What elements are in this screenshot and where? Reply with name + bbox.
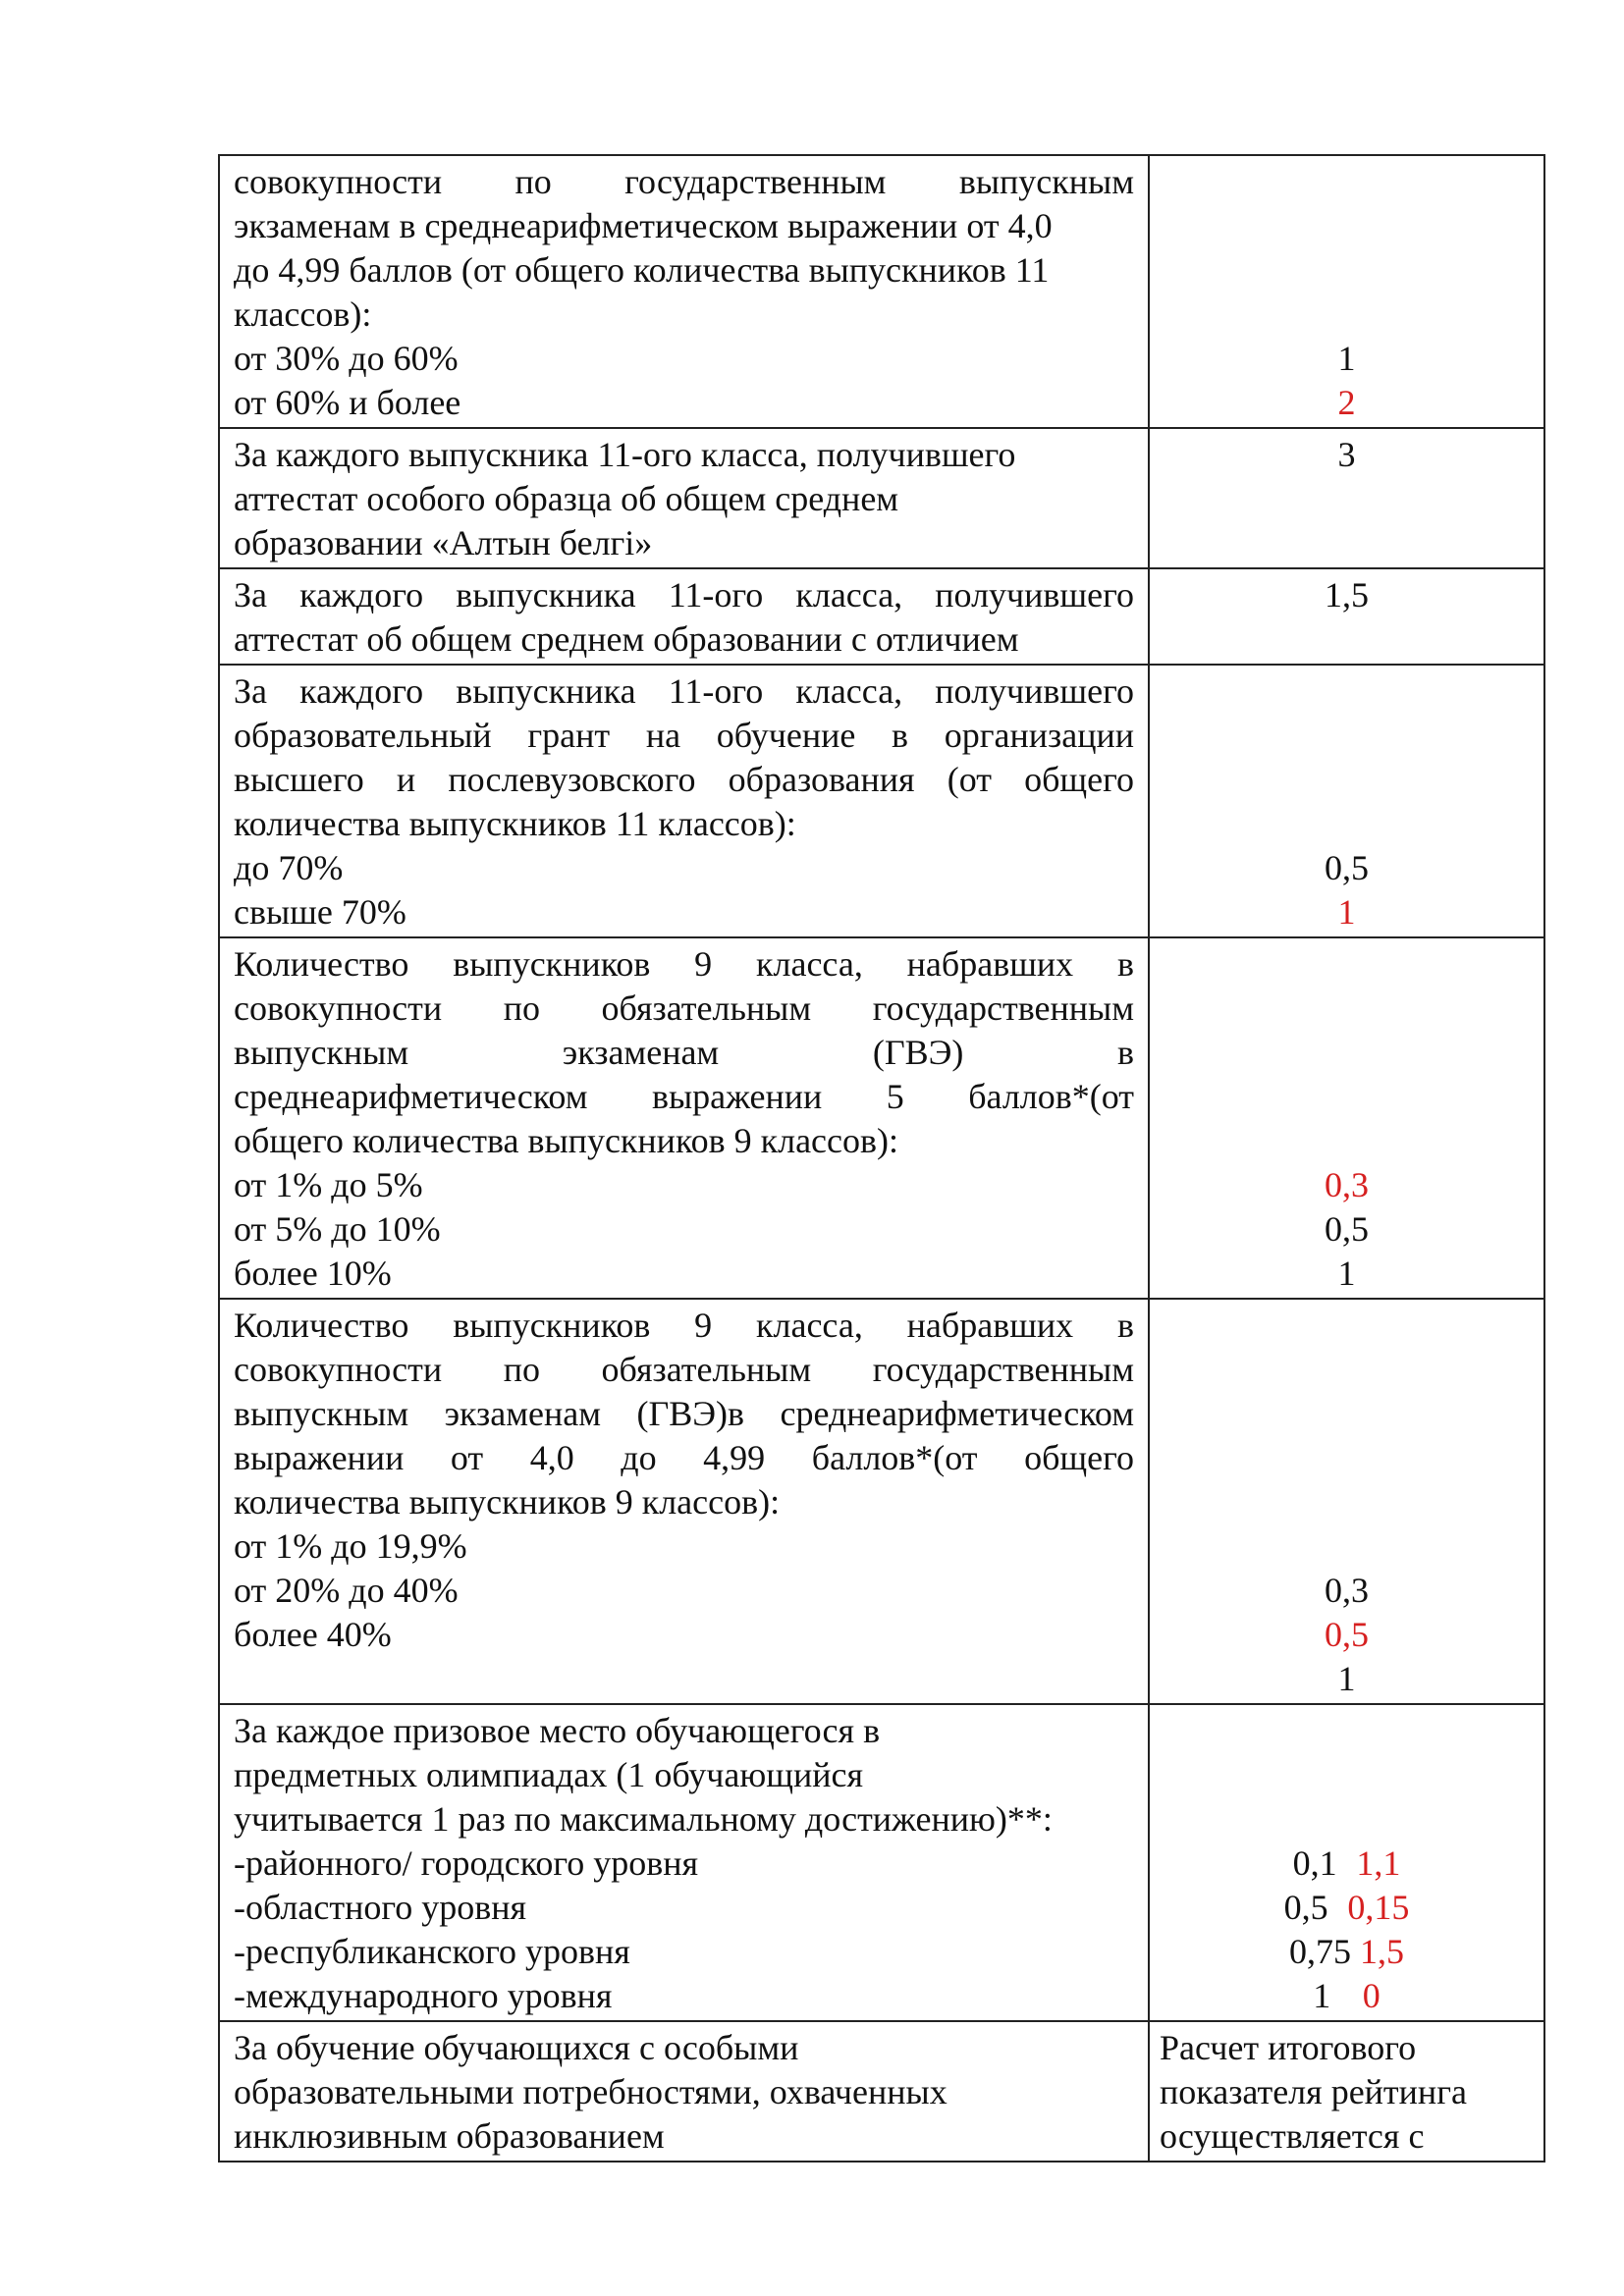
points-value: 0,75 xyxy=(1289,1932,1351,1971)
criterion-line: совокупности по обязательным государственным xyxy=(234,1350,1134,1389)
points-value xyxy=(1160,160,1534,204)
points-cell xyxy=(1149,428,1544,568)
points-value xyxy=(1160,802,1534,846)
points-pair xyxy=(1160,1886,1534,1930)
points-value: 0,3 xyxy=(1325,1571,1369,1610)
criterion-cell xyxy=(219,155,1149,428)
points-value xyxy=(1160,1031,1534,1075)
criterion-line: выпускным экзаменам (ГВЭ) в xyxy=(234,1033,1134,1072)
points-value: 0,1 xyxy=(1292,1843,1337,1883)
criterion-line: классов): xyxy=(234,294,372,334)
points-pair-empty xyxy=(1160,1797,1534,1842)
criterion-line: совокупности по государственным выпускным xyxy=(234,162,1134,201)
table-row xyxy=(219,568,1544,665)
criterion-line: аттестат об общем среднем образовании с отличием xyxy=(234,619,1019,659)
criterion-line: аттестат особого образца об общем среднем xyxy=(234,479,899,518)
points-value: 1 xyxy=(1337,1254,1356,1293)
points-pair xyxy=(1160,1930,1534,1974)
criterion-line: За обучение обучающихся с особыми xyxy=(234,2028,799,2067)
criterion-line: от 60% и более xyxy=(234,383,461,422)
criterion-line: За каждое призовое место обучающегося в xyxy=(234,1711,881,1750)
table-row xyxy=(219,1299,1544,1704)
points-value xyxy=(1160,1480,1534,1524)
points-cell xyxy=(1149,155,1544,428)
points-cell xyxy=(1149,665,1544,937)
points-value: 1,5 xyxy=(1325,575,1369,614)
points-value xyxy=(1160,1075,1534,1119)
points-value: 0,5 xyxy=(1283,1888,1328,1927)
criterion-line: инклюзивным образованием xyxy=(234,2116,665,2156)
criterion-cell xyxy=(219,665,1149,937)
points-value-highlighted: 1 xyxy=(1337,892,1356,932)
rating-criteria-table xyxy=(218,154,1545,2163)
points-value xyxy=(1160,1304,1534,1348)
criterion-line: -международного уровня xyxy=(234,1976,613,2015)
criterion-line: от 30% до 60% xyxy=(234,339,459,378)
table-row xyxy=(219,665,1544,937)
criterion-line: выражении от 4,0 до 4,99 баллов*(от общего xyxy=(234,1438,1134,1477)
points-value xyxy=(1160,758,1534,802)
criterion-line: образовательными потребностями, охваченных xyxy=(234,2072,947,2111)
points-value xyxy=(1160,1524,1534,1569)
criterion-line: образовательный грант на обучение в организации xyxy=(234,716,1134,755)
points-value: 0,5 xyxy=(1325,1209,1369,1249)
points-cell xyxy=(1149,1704,1544,2021)
criterion-line: до 70% xyxy=(234,848,344,887)
criterion-cell xyxy=(219,568,1149,665)
points-value xyxy=(1160,714,1534,758)
points-value: 1 xyxy=(1337,1659,1356,1698)
table-row xyxy=(219,1704,1544,2021)
criterion-line: от 1% до 5% xyxy=(234,1165,423,1204)
points-value xyxy=(1160,1436,1534,1480)
criterion-line: от 1% до 19,9% xyxy=(234,1526,467,1566)
points-note-line: осуществляется с xyxy=(1160,2116,1425,2156)
criterion-cell xyxy=(219,428,1149,568)
points-value-highlighted: 1,5 xyxy=(1360,1932,1404,1971)
criterion-line: Количество выпускников 9 класса, набравших в xyxy=(234,944,1134,984)
criterion-line: -республиканского уровня xyxy=(234,1932,630,1971)
points-value xyxy=(1160,669,1534,714)
points-pair-empty xyxy=(1160,1753,1534,1797)
points-value: 3 xyxy=(1337,435,1356,474)
criterion-line: до 4,99 баллов (от общего количества выпускников 11 xyxy=(234,250,1050,290)
criterion-line-empty xyxy=(234,1657,1134,1701)
points-value-highlighted: 2 xyxy=(1337,383,1356,422)
criterion-line: образовании «Алтын белгі» xyxy=(234,523,653,562)
points-value-highlighted: 0,15 xyxy=(1347,1888,1410,1927)
criterion-line: свыше 70% xyxy=(234,892,406,932)
criterion-line: более 40% xyxy=(234,1615,392,1654)
criterion-cell xyxy=(219,1704,1149,2021)
criterion-cell xyxy=(219,937,1149,1299)
points-pair xyxy=(1160,1842,1534,1886)
points-cell xyxy=(1149,937,1544,1299)
points-pair xyxy=(1160,1974,1534,2018)
points-value-highlighted: 1,1 xyxy=(1356,1843,1401,1883)
points-note-line: Расчет итогового xyxy=(1160,2028,1417,2067)
criterion-line: Количество выпускников 9 класса, набравших в xyxy=(234,1306,1134,1345)
criterion-cell xyxy=(219,2021,1149,2162)
points-pair-empty xyxy=(1160,1709,1534,1753)
criterion-line: высшего и послевузовского образования (от общего xyxy=(234,760,1134,799)
criterion-line: За каждого выпускника 11-ого класса, получившего xyxy=(234,671,1134,711)
criterion-line: За каждого выпускника 11-ого класса, получившего xyxy=(234,435,1016,474)
criterion-line: от 5% до 10% xyxy=(234,1209,441,1249)
points-value xyxy=(1160,293,1534,337)
criterion-line: экзаменам в среднеарифметическом выражении от 4,0 xyxy=(234,206,1053,245)
points-value xyxy=(1160,987,1534,1031)
points-note-line: показателя рейтинга xyxy=(1160,2072,1467,2111)
table-row xyxy=(219,937,1544,1299)
points-value: 0,5 xyxy=(1325,848,1369,887)
criterion-line: За каждого выпускника 11-ого класса, получившего xyxy=(234,575,1134,614)
criterion-line: более 10% xyxy=(234,1254,392,1293)
points-cell xyxy=(1149,2021,1544,2162)
criterion-line: совокупности по обязательным государственным xyxy=(234,988,1134,1028)
points-value: 1 xyxy=(1337,339,1356,378)
criterion-cell xyxy=(219,1299,1149,1704)
points-value xyxy=(1160,1348,1534,1392)
criterion-line: учитывается 1 раз по максимальному достижению)**: xyxy=(234,1799,1053,1839)
criterion-line: общего количества выпускников 9 классов): xyxy=(234,1121,898,1160)
points-value-highlighted: 0,3 xyxy=(1325,1165,1369,1204)
criterion-line: среднеарифметическом выражении 5 баллов*(от xyxy=(234,1077,1134,1116)
points-cell xyxy=(1149,1299,1544,1704)
points-value xyxy=(1160,248,1534,293)
table-row xyxy=(219,2021,1544,2162)
points-value xyxy=(1160,1119,1534,1163)
points-value-highlighted: 0 xyxy=(1362,1976,1380,2015)
table-row xyxy=(219,428,1544,568)
points-cell xyxy=(1149,568,1544,665)
points-value xyxy=(1160,942,1534,987)
points-value-highlighted: 0,5 xyxy=(1325,1615,1369,1654)
criterion-line: -районного/ городского уровня xyxy=(234,1843,699,1883)
points-value: 1 xyxy=(1313,1976,1331,2015)
criterion-line: количества выпускников 11 классов): xyxy=(234,804,796,843)
table-row xyxy=(219,155,1544,428)
criterion-line: от 20% до 40% xyxy=(234,1571,459,1610)
criterion-line: -областного уровня xyxy=(234,1888,527,1927)
criterion-line: количества выпускников 9 классов): xyxy=(234,1482,781,1522)
criterion-line: выпускным экзаменам (ГВЭ)в среднеарифметическом xyxy=(234,1394,1134,1433)
points-value xyxy=(1160,204,1534,248)
criterion-line: предметных олимпиадах (1 обучающийся xyxy=(234,1755,864,1794)
points-value xyxy=(1160,1392,1534,1436)
